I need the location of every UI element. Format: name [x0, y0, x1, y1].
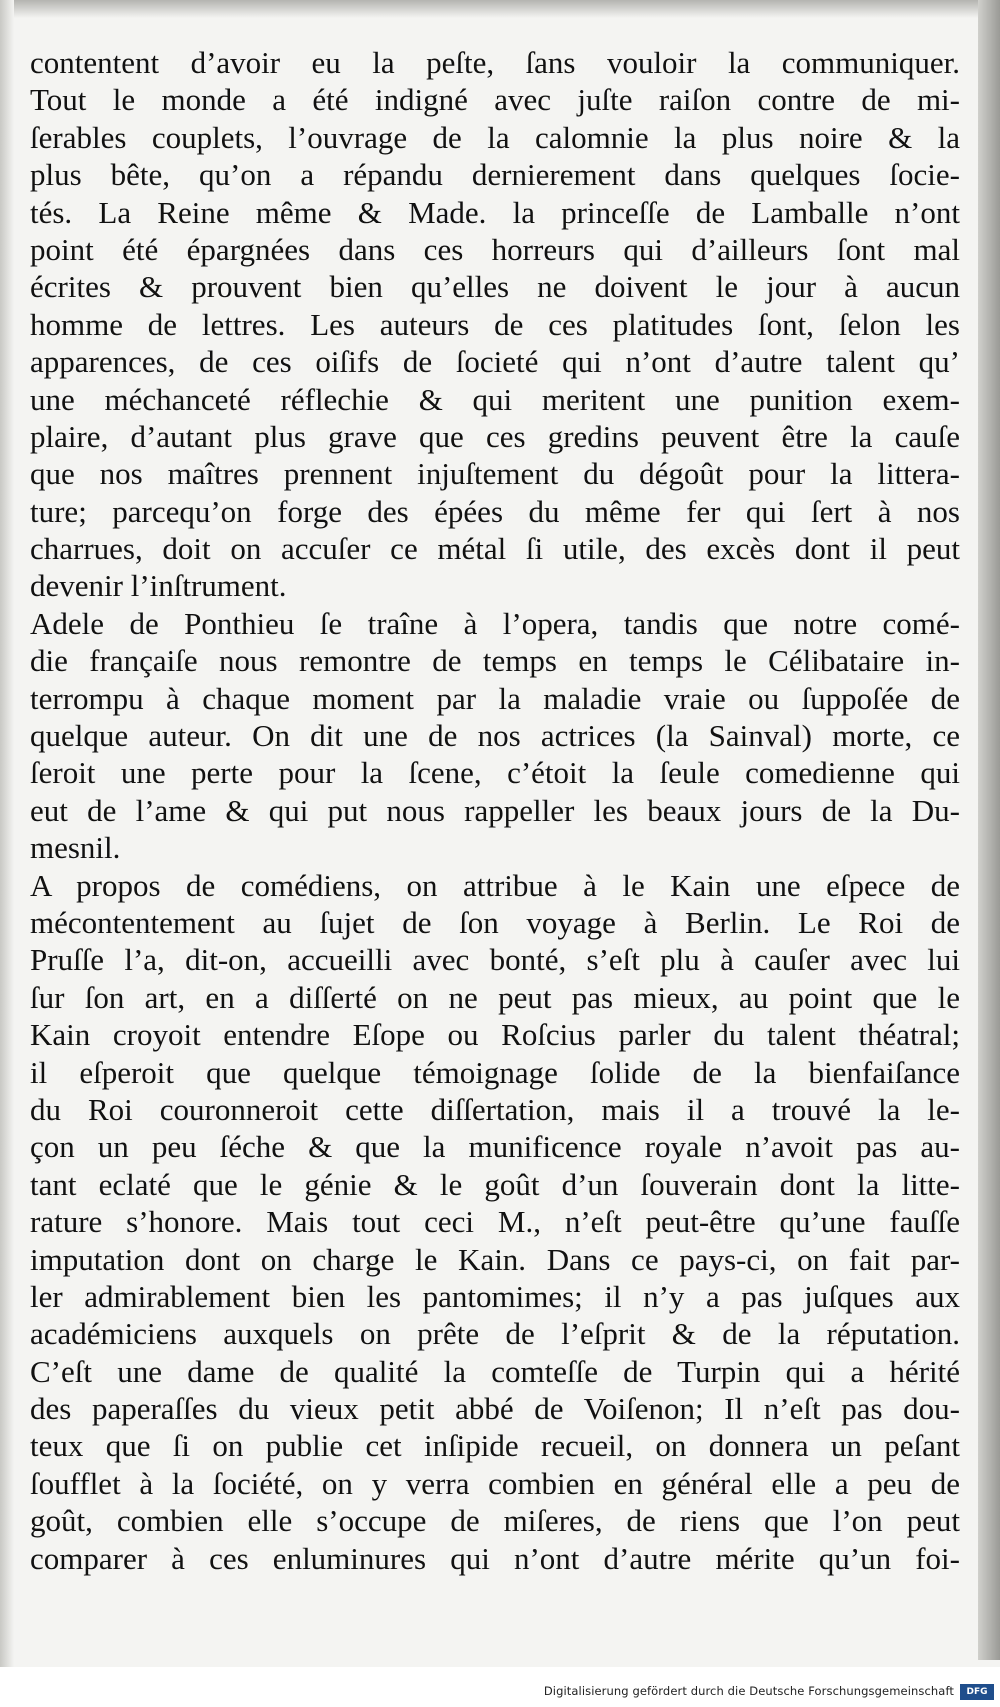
text-line: ſur ſon art, en a diſſerté on ne peut pas mieux, au point que le [30, 979, 960, 1015]
text-line: écrites & prouvent bien qu’elles ne doivent le jour à aucun [30, 269, 960, 305]
text-line: Kain croyoit entendre Eſope ou Roſcius parler du talent théatral; [30, 1017, 960, 1053]
text-line: plaire, d’autant plus grave que ces gredins peuvent être la cauſe [30, 418, 960, 454]
text-line: tant eclaté que le génie & le goût d’un ſouverain dont la litte- [30, 1166, 960, 1202]
text-line: C’eſt une dame de qualité la comteſſe de Turpin qui a hérité [30, 1353, 960, 1389]
text-line: Pruſſe l’a, dit-on, accueilli avec bonté, s’eſt plu à cauſer avec lui [30, 942, 960, 978]
text-line: que nos maîtres prennent injuſtement du dégoût pour la littera- [30, 456, 960, 492]
text-line: çon un peu ſéche & que la munificence royale n’avoit pas au- [30, 1129, 960, 1165]
text-line: homme de lettres. Les auteurs de ces platitudes ſont, ſelon les [30, 306, 960, 342]
text-line: académiciens auxquels on prête de l’eſprit & de la réputation. [30, 1316, 960, 1352]
text-line: il eſperoit que quelque témoignage ſolide de la bienfaiſance [30, 1054, 960, 1090]
text-line: point été épargnées dans ces horreurs qui d’ailleurs ſont mal [30, 231, 960, 267]
text-line: ture; parcequ’on forge des épées du même fer qui ſert à nos [30, 493, 960, 529]
text-line: mécontentement au ſujet de ſon voyage à Berlin. Le Roi de [30, 904, 960, 940]
text-line: comparer à ces enluminures qui n’ont d’autre mérite qu’un foi- [30, 1540, 960, 1576]
text-line: apparences, de ces oiſifs de ſocieté qui n’ont d’autre talent qu’ [30, 344, 960, 380]
page-text-block [30, 44, 960, 1577]
text-line: goût, combien elle s’occupe de miſeres, de riens que l’on peut [30, 1503, 960, 1539]
text-line: tés. La Reine même & Made. la princeſſe de Lamballe n’ont [30, 194, 960, 230]
text-line: Tout le monde a été indigné avec juſte raiſon contre de mi- [30, 82, 960, 118]
text-line: imputation dont on charge le Kain. Dans ce pays-ci, on fait par- [30, 1241, 960, 1277]
text-line: charrues, doit on accuſer ce métal ſi utile, des excès dont il peut [30, 531, 960, 567]
text-line: A propos de comédiens, on attribue à le Kain une eſpece de [30, 867, 960, 903]
funding-credit: Digitalisierung gefördert durch die Deutsche Forschungsgemeinschaft [543, 1684, 954, 1698]
text-line: ſerables couplets, l’ouvrage de la calomnie la plus noire & la [30, 119, 960, 155]
text-line: die françaiſe nous remontre de temps en temps le Célibataire in- [30, 643, 960, 679]
text-line: teux que ſi on publie cet inſipide recueil, on donnera un peſant [30, 1428, 960, 1464]
text-line: ſeroit une perte pour la ſcene, c’étoit la ſeule comedienne qui [30, 755, 960, 791]
text-line: rature s’honore. Mais tout ceci M., n’eſt peut-être qu’une fauſſe [30, 1204, 960, 1240]
text-line: terrompu à chaque moment par la maladie vraie ou ſuppoſée de [30, 680, 960, 716]
text-line: Adele de Ponthieu ſe traîne à l’opera, tandis que notre comé- [30, 605, 960, 641]
text-line: ler admirablement bien les pantomimes; il n’y a pas juſques aux [30, 1278, 960, 1314]
text-line: ſoufflet à la ſociété, on y verra combien en général elle a peu de [30, 1465, 960, 1501]
text-line: des paperaſſes du vieux petit abbé de Voiſenon; Il n’eſt pas dou- [30, 1391, 960, 1427]
digitization-footer [0, 1667, 1000, 1707]
text-line: quelque auteur. On dit une de nos actrices (la Sainval) morte, ce [30, 718, 960, 754]
page-top-shadow [0, 0, 1000, 18]
text-line: du Roi couronneroit cette diſſertation, mais il a trouvé la le- [30, 1091, 960, 1127]
text-line: une méchanceté réflechie & qui meritent une punition exem- [30, 381, 960, 417]
text-line: devenir l’inſtrument. [30, 568, 287, 604]
text-line: mesnil. [30, 830, 121, 866]
text-line: eut de l’ame & qui put nous rappeller les beaux jours de la Du- [30, 792, 960, 828]
page-left-shadow [0, 0, 14, 1707]
text-line: contentent d’avoir eu la peſte, ſans vouloir la communiquer. [30, 45, 960, 80]
page-right-edge [978, 0, 1000, 1660]
text-line: plus bête, qu’on a répandu dernierement dans quelques ſocie- [30, 157, 960, 193]
dfg-logo: DFG [960, 1684, 994, 1700]
